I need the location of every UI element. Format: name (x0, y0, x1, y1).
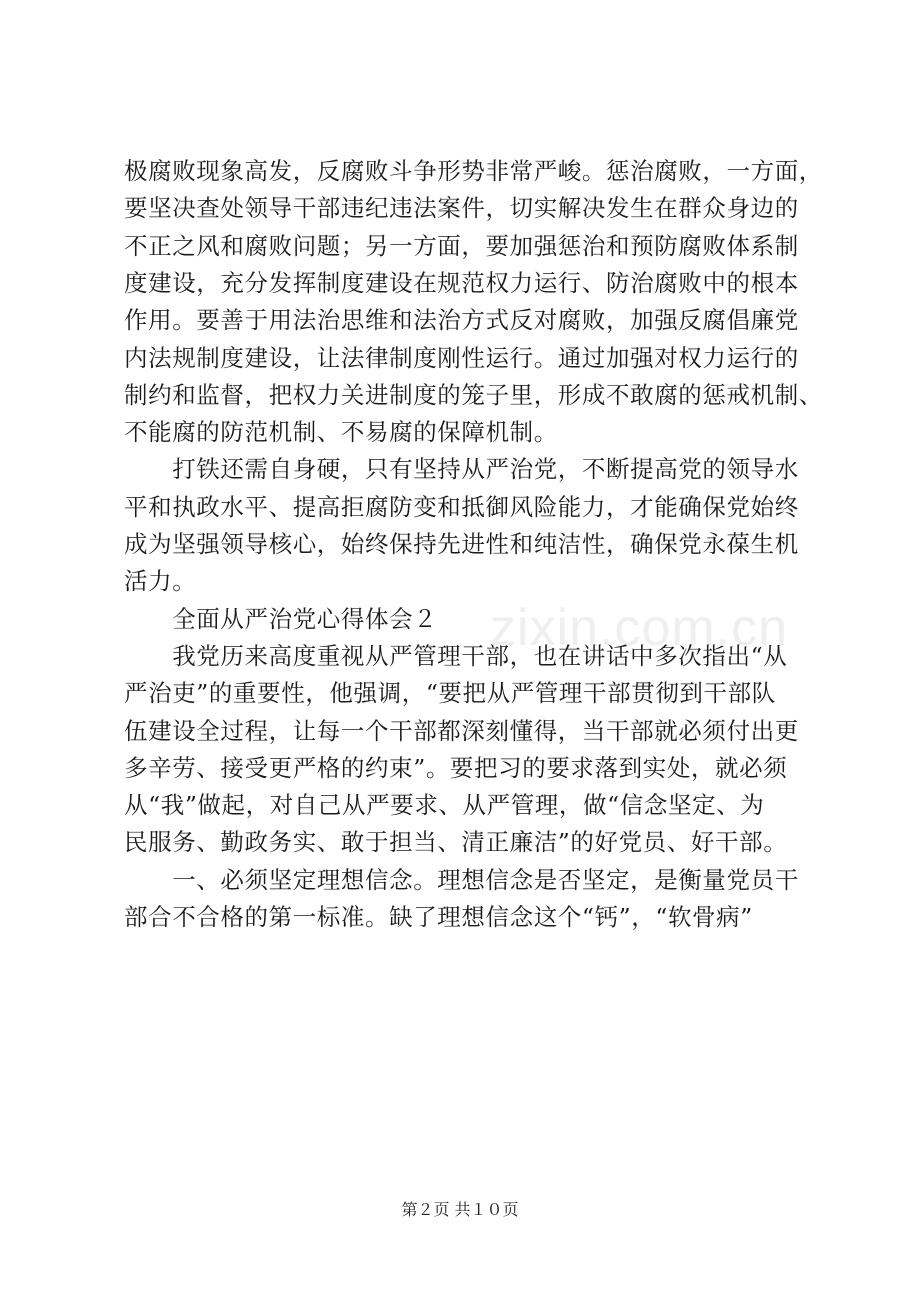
body-text-line-12: 活力。 (124, 567, 197, 595)
body-text-line-19: 民服务、勤政务实、敢于担当、清正廉洁”的好党员、好干部。 (124, 828, 788, 856)
body-text-line-14: 我党历来高度重视从严管理干部，也在讲话中多次指出“从 (124, 642, 788, 670)
body-text-line-18: 从“我”做起，对自己从严要求、从严管理，做“信念坚定、为 (124, 791, 765, 819)
body-text-line-5: 作用。要善于用法治思维和法治方式反对腐败，加强反腐倡廉党 (124, 306, 799, 334)
body-text-line-8: 不能腐的防范机制、不易腐的保障机制。 (124, 418, 558, 446)
body-text-line-17: 多辛劳、接受更严格的约束”。要把习的要求落到实处，就必须 (124, 754, 788, 782)
body-text-line-20: 一、必须坚定理想信念。理想信念是否坚定，是衡量党员干 (124, 866, 799, 894)
body-text-line-9: 打铁还需自身硬，只有坚持从严治党，不断提高党的领导水 (124, 455, 799, 483)
body-text-line-15: 严治吏”的重要性，他强调，“要把从严管理干部贯彻到干部队 (124, 679, 776, 707)
body-text-line-10: 平和执政水平、提高拒腐防变和抵御风险能力，才能确保党始终 (124, 493, 799, 521)
watermark-text: zixin.com.cn (490, 599, 789, 657)
body-text-line-11: 成为坚强领导核心，始终保持先进性和纯洁性，确保党永葆生机 (124, 530, 799, 558)
body-text-line-4: 度建设，充分发挥制度建设在规范权力运行、防治腐败中的根本 (124, 269, 799, 297)
section-heading: 全面从严治党心得体会２ (124, 605, 438, 633)
body-text-line-1: 极腐败现象高发，反腐败斗争形势非常严峻。惩治腐败，一方面， (124, 157, 823, 185)
body-text-line-2: 要坚决查处领导干部违纪违法案件，切实解决发生在群众身边的 (124, 194, 799, 222)
page-number-footer: 第２页 共１０页 (401, 1200, 519, 1219)
body-text-line-21: 部合不合格的第一标准。缺了理想信念这个“钙”，“软骨病” (124, 903, 753, 931)
body-text-line-16: 伍建设全过程，让每一个干部都深刻懂得，当干部就必须付出更 (124, 717, 799, 745)
body-text-line-7: 制约和监督，把权力关进制度的笼子里，形成不敢腐的惩戒机制、 (124, 381, 823, 409)
body-text-line-3: 不正之风和腐败问题；另一方面，要加强惩治和预防腐败体系制 (124, 232, 799, 260)
body-text-line-6: 内法规制度建设，让法律制度刚性运行。通过加强对权力运行的 (124, 344, 799, 372)
